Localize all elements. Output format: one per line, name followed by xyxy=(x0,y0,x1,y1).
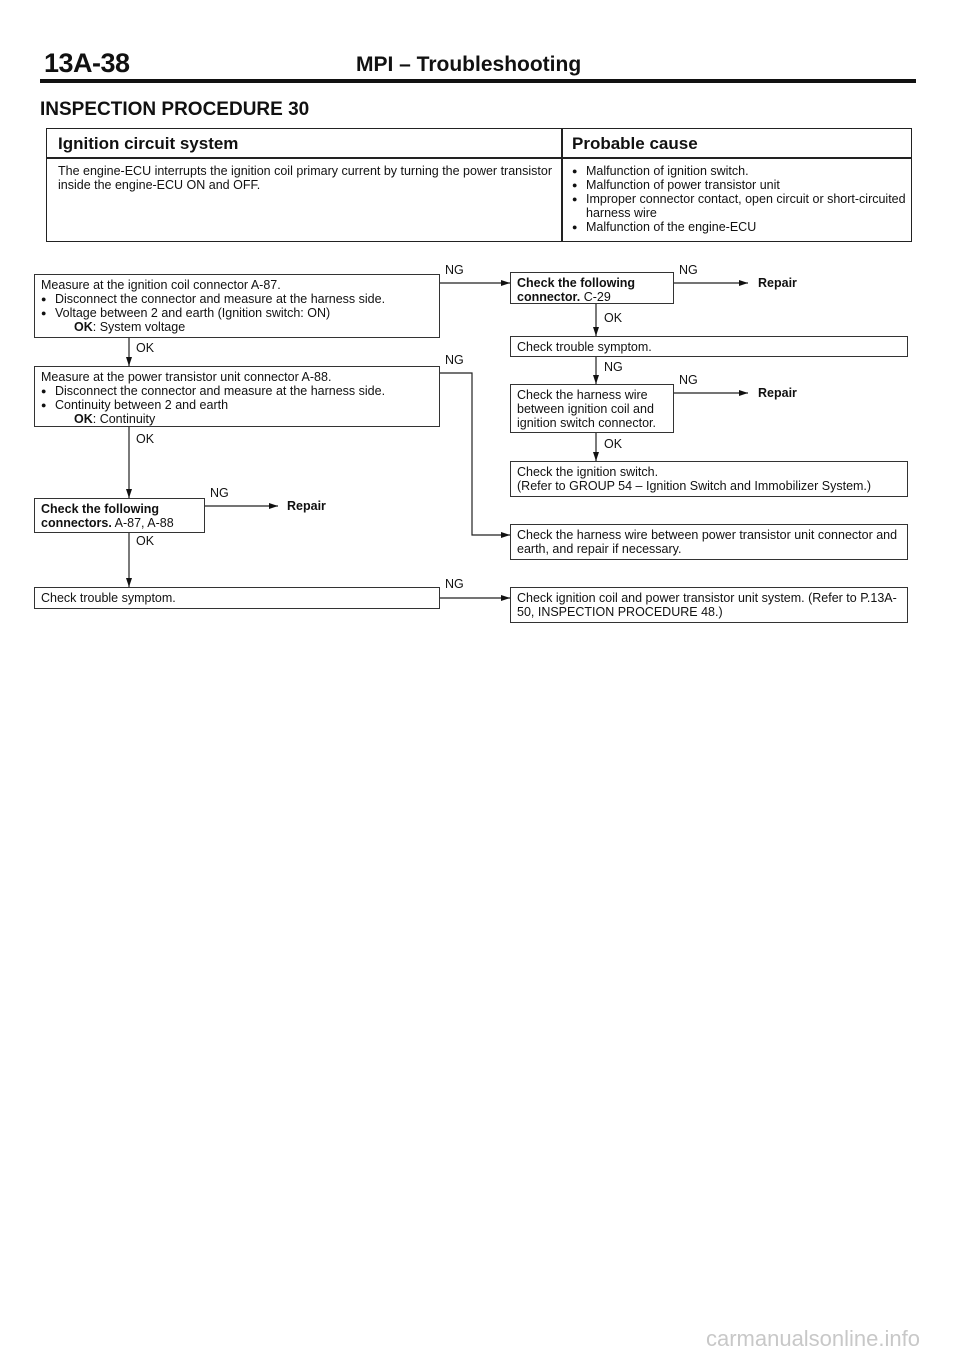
ng-label: NG xyxy=(445,263,464,277)
ok-label: OK xyxy=(136,341,155,355)
ok-label: OK xyxy=(136,534,155,548)
step-bullet: ● Voltage between 2 and earth (Ignition switch: ON) xyxy=(41,306,433,320)
ng-label: NG xyxy=(210,486,229,500)
table-header-cause: Probable cause xyxy=(572,134,698,153)
step-bullet: ● Continuity between 2 and earth xyxy=(41,398,433,412)
step-text-bold: Check the following connector. xyxy=(517,276,636,304)
ng-label: NG xyxy=(679,373,698,387)
step-recheck-trouble-symptom: Check trouble symptom. xyxy=(510,336,908,357)
step-check-connector-c29 xyxy=(510,272,674,304)
step-text: Check the ignition switch. xyxy=(517,465,659,479)
step-text: C-29 xyxy=(580,290,611,304)
step-check-harness-coil-switch: Check the harness wire between ignition coil and ignition switch connector. xyxy=(510,384,674,433)
step-measure-coil-connector xyxy=(34,274,440,338)
step-text: Measure at the power transistor unit connector A-88. xyxy=(41,370,332,384)
page-title: MPI – Troubleshooting xyxy=(356,53,582,76)
ng-label: NG xyxy=(445,577,464,591)
ng-label: NG xyxy=(445,353,464,367)
system-description: The engine-ECU interrupts the ignition coil primary current by turning the power transistor inside the engine-ECU ON and OFF. xyxy=(58,164,552,192)
step-text: Measure at the ignition coil connector A-87. xyxy=(41,278,281,292)
step-text: A-87, A-88 xyxy=(111,516,174,530)
step-bullet: ● Disconnect the connector and measure at the harness side. xyxy=(41,384,433,398)
repair-label: Repair xyxy=(287,499,326,513)
ok-label: OK xyxy=(136,432,155,446)
step-bullet: ● Disconnect the connector and measure at the harness side. xyxy=(41,292,433,306)
repair-label: Repair xyxy=(758,276,797,290)
page-number: 13A-38 xyxy=(44,48,130,78)
table-header-system: Ignition circuit system xyxy=(58,134,239,153)
cause-item: ● Malfunction of power transistor unit xyxy=(572,178,906,192)
procedure-title: INSPECTION PROCEDURE 30 xyxy=(40,99,310,120)
watermark: carmanualsonline.info xyxy=(705,1326,920,1351)
step-ok-criterion xyxy=(41,412,433,426)
ok-label: OK xyxy=(604,437,623,451)
ok-criterion-value: : System voltage xyxy=(92,320,186,334)
ng-label: NG xyxy=(604,360,623,374)
ok-label: OK xyxy=(604,311,623,325)
step-check-harness-transistor-earth: Check the harness wire between power transistor unit connector and earth, and repair if necessary. xyxy=(510,524,908,560)
step-measure-transistor-connector xyxy=(34,366,440,427)
cause-item: ● Malfunction of ignition switch. xyxy=(572,164,906,178)
step-check-trouble-symptom: Check trouble symptom. xyxy=(34,587,440,609)
ok-criterion-label: OK xyxy=(74,412,93,426)
repair-label: Repair xyxy=(758,386,797,400)
step-text: (Refer to GROUP 54 – Ignition Switch and Immobilizer System.) xyxy=(517,479,872,493)
step-ok-criterion xyxy=(41,320,433,334)
step-check-coil-transistor-system: Check ignition coil and power transistor unit system. (Refer to P.13A-50, INSPECTION PROCEDURE 48.) xyxy=(510,587,908,623)
ok-criterion-value: : Continuity xyxy=(92,412,156,426)
step-text-bold: Check the following connectors. xyxy=(41,502,160,530)
step-check-connectors xyxy=(34,498,205,533)
cause-item: ● Malfunction of the engine-ECU xyxy=(572,220,906,234)
cause-item: ● Improper connector contact, open circuit or short-circuited harness wire xyxy=(572,192,906,220)
ok-criterion-label: OK xyxy=(74,320,93,334)
step-check-ignition-switch xyxy=(510,461,908,497)
ng-label: NG xyxy=(679,263,698,277)
